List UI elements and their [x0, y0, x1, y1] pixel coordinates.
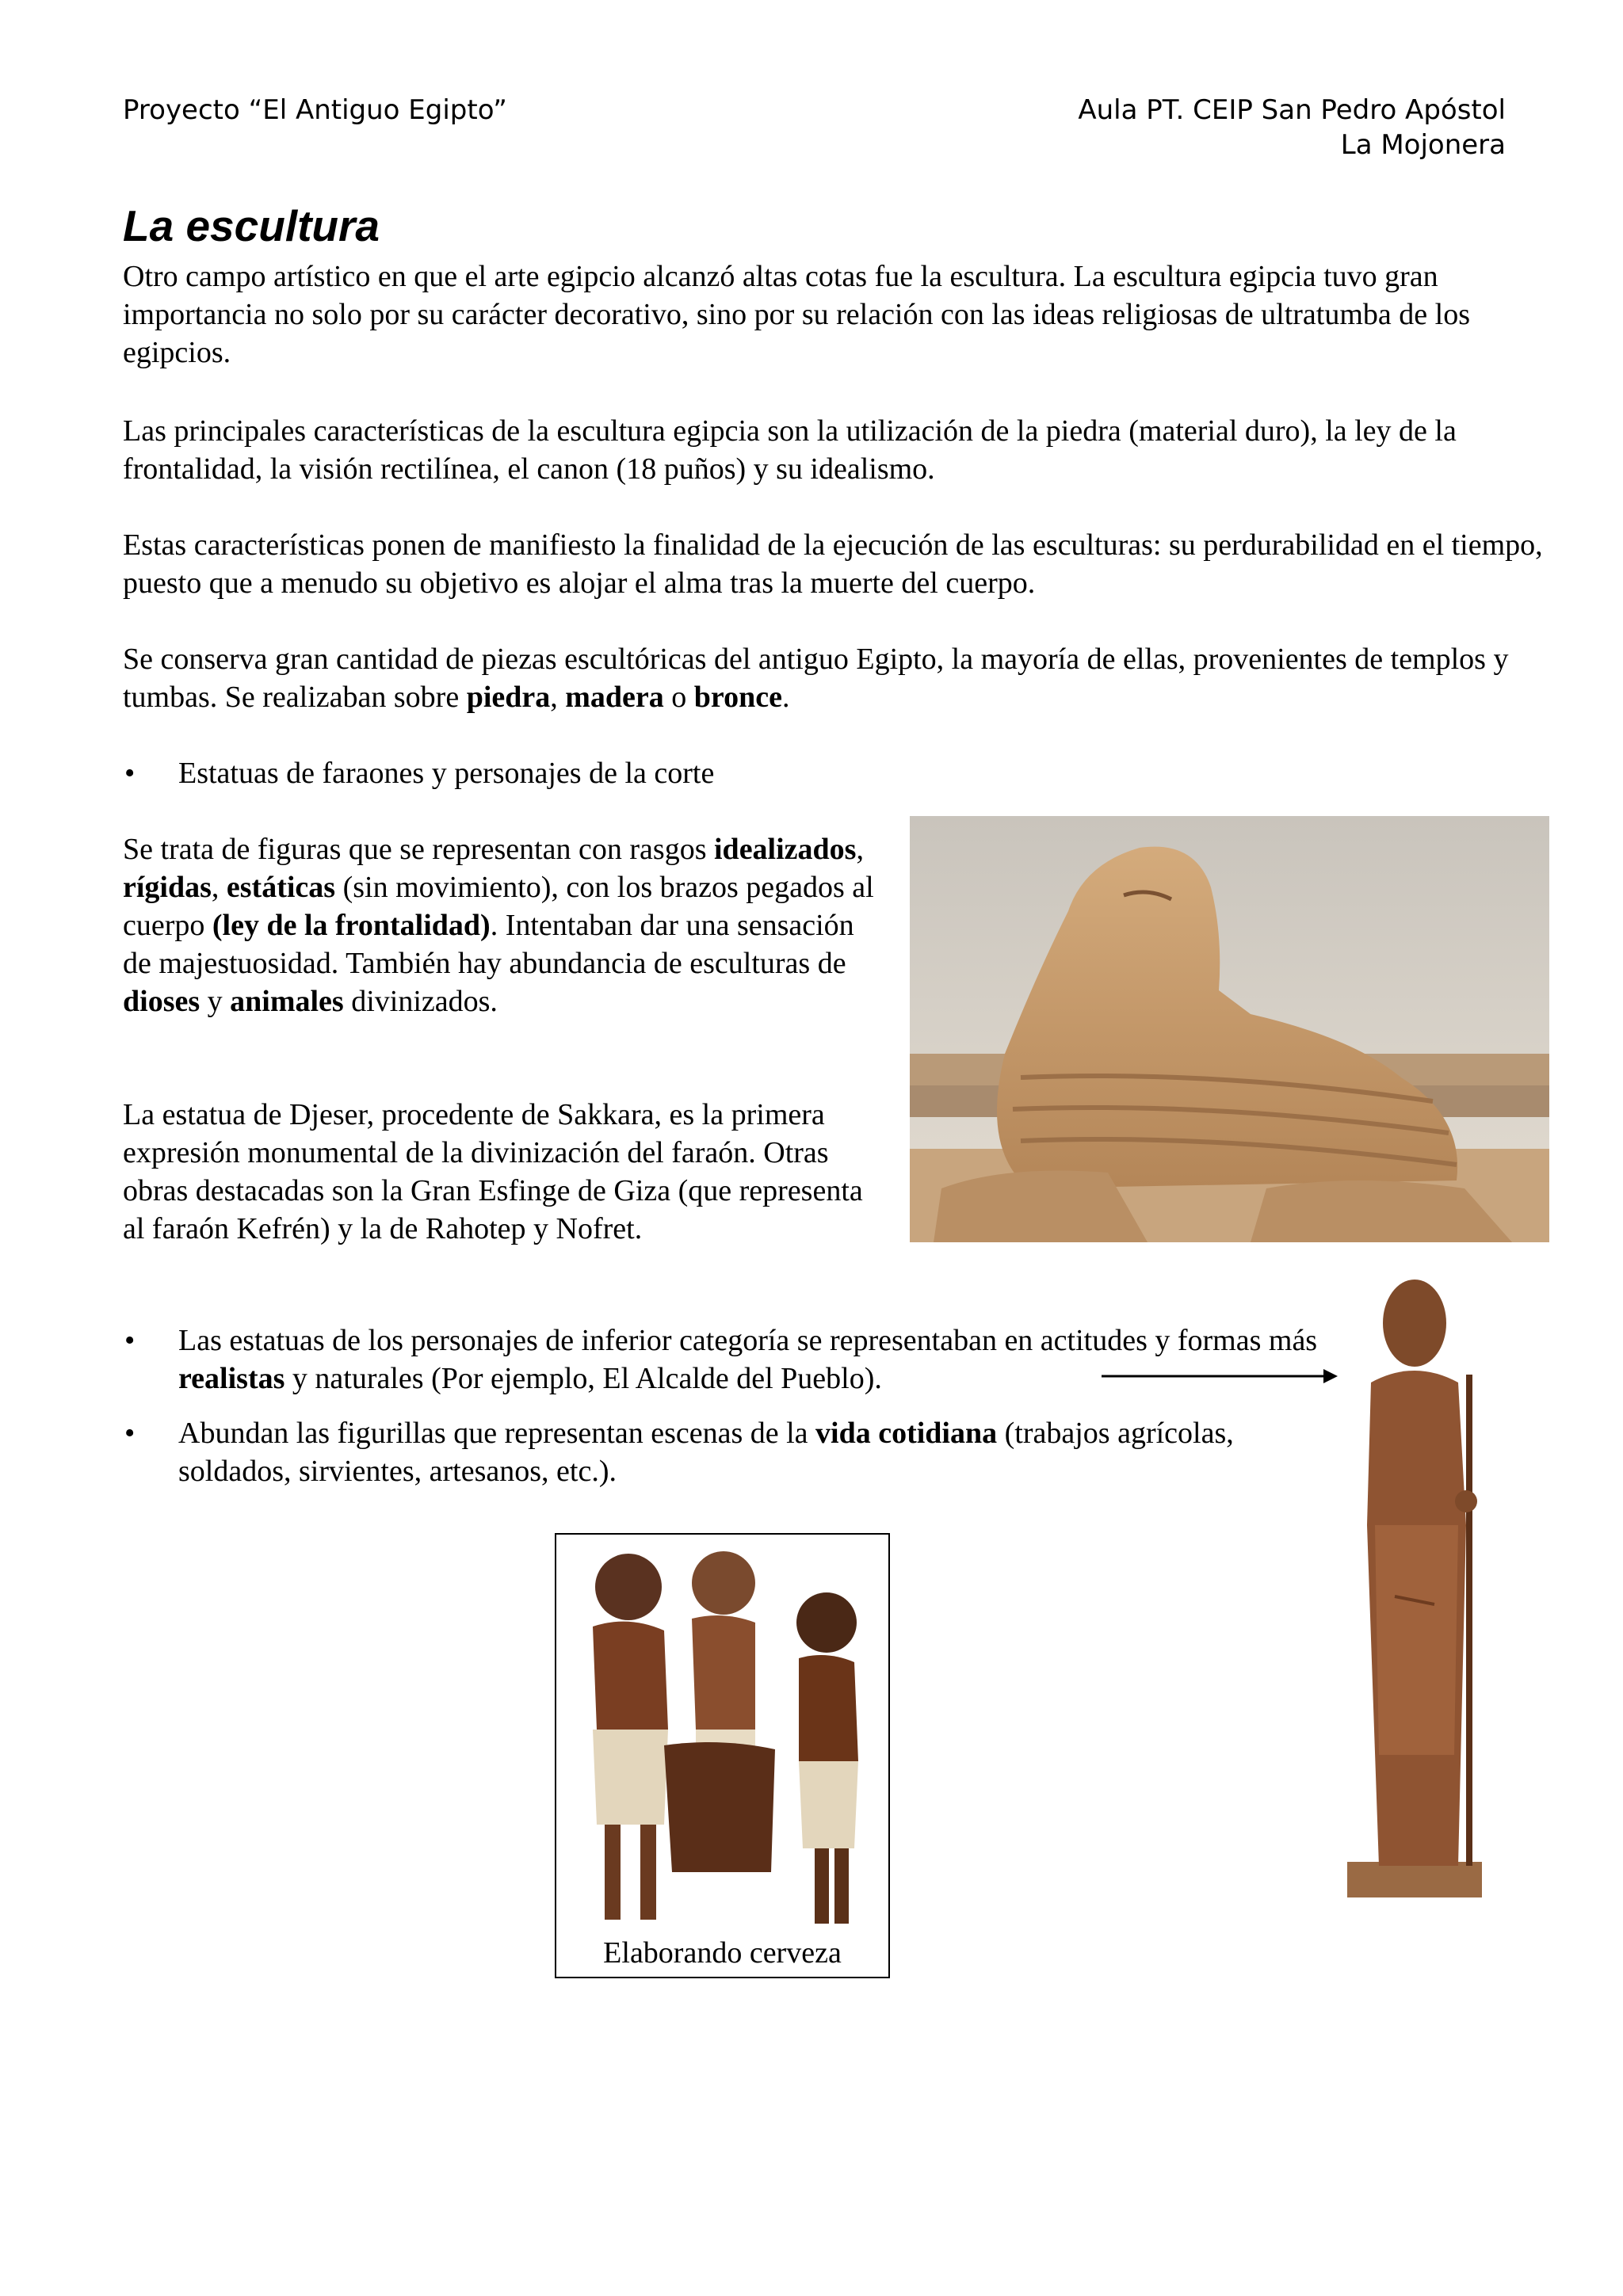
bold-term: dioses [123, 985, 200, 1018]
bold-term: (ley de la frontalidad) [212, 909, 491, 942]
text-span: Abundan las figurillas que representan escenas de la [178, 1417, 816, 1450]
bullet-pharaoh-statues [123, 754, 1288, 792]
header-school [1078, 93, 1506, 162]
bold-term: idealizados [714, 833, 857, 866]
text-span: . [781, 681, 790, 714]
bold-term-daily-life: vida cotidiana [815, 1417, 998, 1450]
village-mayor-statue-photo [1347, 1264, 1482, 1897]
paragraph-djeser: La estatua de Djeser, procedente de Sakkara, es la primera expresión monumental de la divinización del faraón. Otras obras destacadas son la Gran Esfinge de Giza (que representa al faraón Kefrén) y la de Rahotep y Nofret. [123, 1098, 863, 1245]
bullet-daily-life [123, 1414, 1351, 1490]
text-span: , [550, 681, 566, 714]
paragraph-intro: Otro campo artístico en que el arte egipcio alcanzó altas cotas fue la escultura. La escultura egipcia tuvo gran importancia no solo por su carácter decorativo, sino por su relación con las ideas religiosas de ultratumba de los egipcios. [123, 260, 1470, 369]
page-title: La escultura [123, 201, 380, 250]
text-span: (trabajos agrícolas, soldados, sirvientes, artesanos, etc.). [178, 1417, 1234, 1488]
text-span: o [663, 681, 694, 714]
text-span: , [211, 871, 227, 904]
paragraph-purpose: Estas características ponen de manifiesto la finalidad de la ejecución de las esculturas: su perdurabilidad en el tiempo, puesto que a menudo su objetivo es alojar el alma tras la muerte del cuerpo. [123, 528, 1543, 600]
text-span: (sin movimiento), con los brazos pegados al cuerpo [123, 871, 874, 942]
bold-term-bronze: bronce [693, 681, 782, 714]
bold-term-stone: piedra [466, 681, 551, 714]
bullet-icon: • [124, 757, 136, 790]
header-project-title: Proyecto “El Antiguo Egipto” [123, 94, 507, 126]
text-span: y naturales (Por ejemplo, El Alcalde del Pueblo). [285, 1362, 882, 1395]
paragraph-characteristics: Las principales características de la escultura egipcia son la utilización de la piedra (material duro), la ley de la frontalidad, la visión rectilínea, el canon (18 puños) y su idealismo. [123, 414, 1457, 486]
bullet-text: Estatuas de faraones y personajes de la corte [178, 757, 715, 790]
text-span: divinizados. [343, 985, 498, 1018]
bold-term: estáticas [226, 871, 336, 904]
beer-making-figurines-photo [561, 1539, 884, 1932]
text-span: . Intentaban dar una sensación de majestuosidad. También hay abundancia de esculturas de [123, 909, 854, 980]
figure-beer-making [555, 1533, 890, 1978]
header-school-line1: Aula PT. CEIP San Pedro Apóstol [1078, 94, 1506, 126]
bullet-icon: • [124, 1324, 136, 1357]
figure-caption: Elaborando cerveza [603, 1936, 842, 1970]
bold-term-realistic: realistas [178, 1362, 285, 1395]
text-span: Se conserva gran cantidad de piezas escultóricas del antiguo Egipto, la mayoría de ellas, provenientes de templos y tumbas. Se realizaban sobre [123, 643, 1509, 714]
bold-term-wood: madera [565, 681, 664, 714]
bold-term: rígidas [123, 871, 212, 904]
sphinx-photo [910, 816, 1549, 1242]
paragraph-pharaoh-features [123, 830, 884, 1020]
text-span: Las estatuas de los personajes de inferior categoría se representaban en actitudes y formas más [178, 1324, 1318, 1357]
header-school-line2: La Mojonera [1340, 129, 1506, 161]
text-span: , [856, 833, 864, 866]
arrow-right-icon [1102, 1364, 1339, 1388]
text-span: Se trata de figuras que se representan con rasgos [123, 833, 714, 866]
text-span: y [200, 985, 231, 1018]
paragraph-materials [123, 640, 1549, 716]
bold-term: animales [230, 985, 344, 1018]
bullet-icon: • [124, 1417, 136, 1450]
